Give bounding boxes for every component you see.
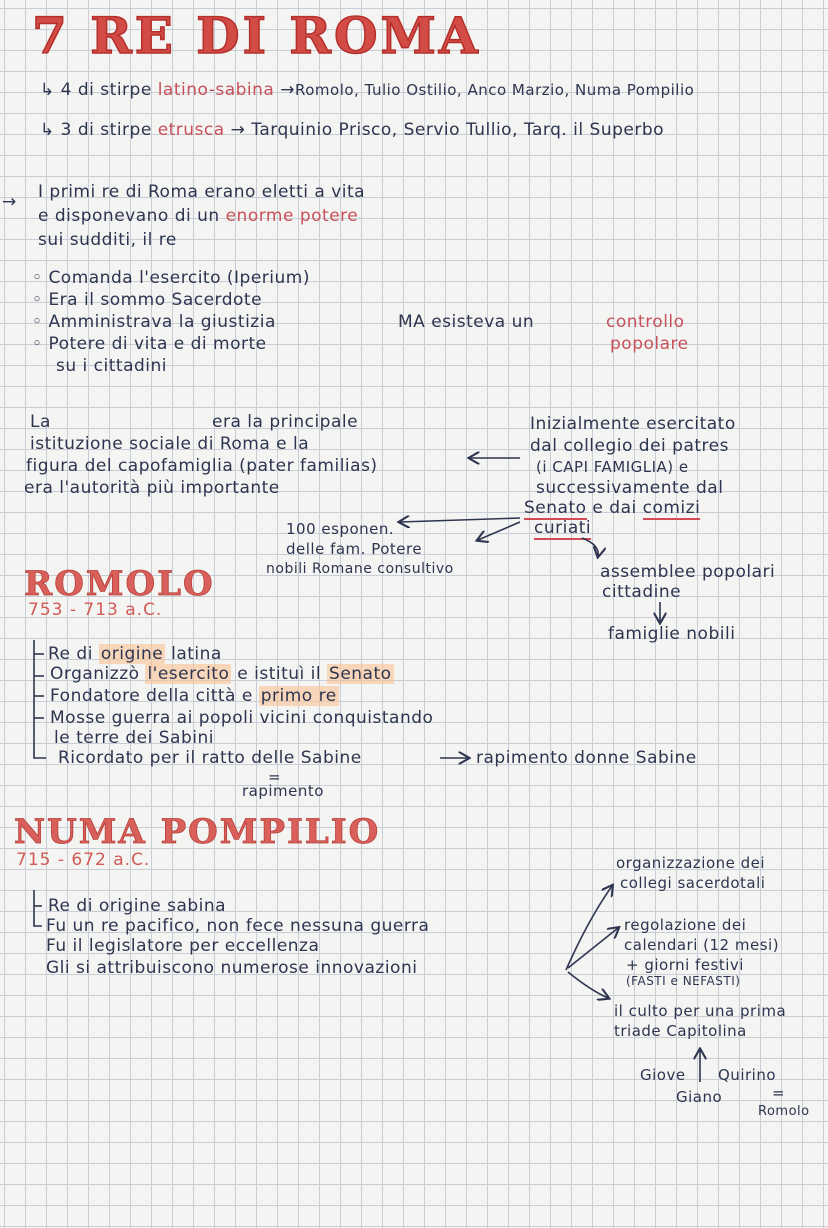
page-title: 7 RE DI ROMA [32, 6, 481, 65]
ma-text: MA esisteva un [398, 312, 535, 332]
intro-line-2: e disponevano di un enorme potere [38, 206, 359, 226]
popolare-text: popolare [610, 334, 689, 354]
numa-bullet-2: Fu un re pacifico, non fece nessuna guerra [46, 916, 430, 936]
innovation-2c: + giorni festivi [626, 956, 744, 974]
family-line-1a: La [30, 412, 51, 432]
bullet-bracket [34, 640, 46, 758]
arrow-icon: ↳ [40, 80, 55, 100]
list-item: ◦ Potere di vita e di morte [32, 334, 267, 354]
family-line-3: figura del capofamiglia (pater familias) [26, 456, 378, 476]
innovation-2d: (FASTI e NEFASTI) [626, 974, 741, 988]
arrow-icon: → [280, 80, 295, 100]
numa-heading: NUMA POMPILIO [14, 812, 381, 852]
assemblies-line-2: cittadine [602, 582, 682, 602]
senate-note-3: nobili Romane consultivo [266, 561, 454, 577]
intro-arrow-icon: → [2, 192, 17, 212]
quirino-text: Quirino [718, 1066, 776, 1084]
control-line-2: dal collegio dei patres [530, 436, 729, 456]
giano-text: Giano [676, 1088, 723, 1106]
innovation-2b: calendari (12 mesi) [624, 936, 780, 954]
giove-text: Giove [640, 1066, 686, 1084]
romolo-bullet-5b: rapimento donne Sabine [476, 748, 697, 768]
arrow-icon [400, 518, 520, 522]
list-item: ◦ Era il sommo Sacerdote [32, 290, 263, 310]
control-line-1: Inizialmente esercitato [530, 414, 736, 434]
romolo-bullet-4b: le terre dei Sabini [54, 728, 214, 748]
lineage-line-latino-sabina: ↳ 4 di stirpe latino-sabina →Romolo, Tulio Ostilio, Anco Marzio, Numa Pompilio [40, 80, 695, 100]
arrow-icon [478, 522, 520, 540]
innovation-1b: collegi sacerdotali [620, 874, 766, 892]
list-item: ◦ Amministrava la giustizia [32, 312, 276, 332]
romolo-bullet-1: Re di origine latina [48, 644, 222, 664]
romolo-rapimento: rapimento [242, 782, 324, 800]
arrow-icon [568, 972, 608, 998]
innovation-3a: il culto per una prima [614, 1002, 787, 1020]
romolo-dates: 753 - 713 a.C. [28, 600, 163, 620]
romolo-heading: ROMOLO [24, 564, 215, 604]
assemblies-line-3: famiglie nobili [608, 624, 736, 644]
control-line-5: Senato e dai comizi [524, 498, 701, 518]
romolo-bullet-2: Organizzò l'esercito e istituì il Senato [50, 664, 392, 684]
romolo-bullet-5: Ricordato per il ratto delle Sabine [58, 748, 362, 768]
intro-line-1: I primi re di Roma erano eletti a vita [38, 182, 366, 202]
romolo-bullet-4: Mosse guerra ai popoli vicini conquistando [50, 708, 434, 728]
numa-bullet-4: Gli si attribuiscono numerose innovazioni [46, 958, 418, 978]
innovation-3b: triade Capitolina [614, 1022, 747, 1040]
arrow-icon [582, 538, 598, 556]
senate-note-2: delle fam. Potere [286, 540, 423, 558]
arrow-icon [566, 886, 612, 970]
control-line-3: (i CAPI FAMIGLIA) e [536, 458, 689, 476]
equals-sign: = [268, 768, 282, 786]
romolo-small-text: Romolo [758, 1104, 810, 1119]
family-line-1b: era la principale [212, 412, 359, 432]
controllo-text: controllo [606, 312, 685, 332]
family-line-2: istituzione sociale di Roma e la [30, 434, 310, 454]
list-item: ◦ Comanda l'esercito (Iperium) [32, 268, 310, 288]
control-line-4: successivamente dal [536, 478, 724, 498]
intro-line-3: sui sudditi, il re [38, 230, 177, 250]
innovation-1a: organizzazione dei [616, 854, 766, 872]
family-line-4: era l'autorità più importante [24, 478, 280, 498]
senate-note-1: 100 esponen. [286, 520, 395, 538]
romolo-bullet-3: Fondatore della città e primo re [50, 686, 337, 706]
assemblies-line-1: assemblee popolari [600, 562, 776, 582]
numa-bullet-1: Re di origine sabina [48, 896, 227, 916]
numa-dates: 715 - 672 a.C. [16, 850, 151, 870]
curiati-text: curiati [534, 518, 592, 538]
lineage-line-etrusca: ↳ 3 di stirpe etrusca → Tarquinio Prisco, Servio Tullio, Tarq. il Superbo [40, 120, 665, 140]
arrow-icon: → [230, 120, 246, 140]
bullet-bracket [34, 890, 42, 926]
arrow-icon: ↳ [40, 120, 55, 140]
innovation-2a: regolazione dei [624, 916, 747, 934]
equals-sign: = [772, 1084, 786, 1102]
list-item-tail: su i cittadini [56, 356, 167, 376]
numa-bullet-3: Fu il legislatore per eccellenza [46, 936, 320, 956]
